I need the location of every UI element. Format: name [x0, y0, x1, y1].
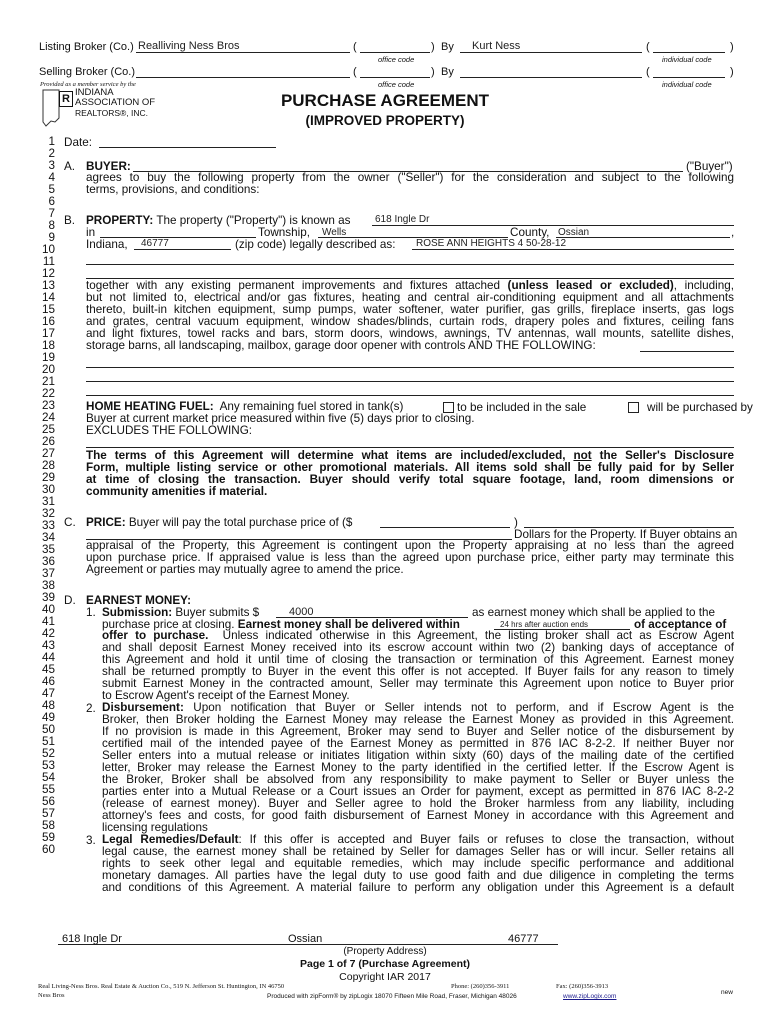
property-text: The property ("Property") is known as	[156, 214, 351, 227]
price-text: Buyer will pay the total purchase price of ($	[128, 516, 353, 529]
fuel-purchased-checkbox[interactable]	[628, 402, 639, 413]
date-field[interactable]	[99, 147, 276, 148]
property-address-field[interactable]: 618 Ingle Dr	[375, 214, 430, 225]
line-number: 27	[41, 447, 55, 460]
line-number: 52	[41, 747, 55, 760]
line-39: Unless indicated otherwise in this Agreement, the listing broker shall act as Escrow Agent	[222, 629, 734, 642]
earnest-delivery-field[interactable]: 24 hrs after auction ends	[500, 620, 589, 629]
price-paren: )	[514, 516, 518, 529]
line-12b: (unless leased or excluded)	[507, 279, 674, 292]
section-c-label: C.	[64, 516, 76, 529]
line-number: 48	[41, 699, 55, 712]
line-56: : If this offer is accepted and Buyer fails or refuses to close the transaction, without	[238, 833, 734, 846]
county-field[interactable]: Ossian	[558, 227, 590, 238]
line-15: and grates, central vacuum equipment, window shades/blinds, curtain rods, drapery poles and fixtures, ceiling fans	[86, 315, 734, 328]
line-12c: , including,	[673, 279, 734, 292]
line-38a: purchase price at closing.	[102, 618, 235, 631]
line-number: 46	[41, 675, 55, 688]
line-number: 38	[41, 579, 55, 592]
line-38b: of acceptance of	[634, 618, 727, 631]
line-60: and conditions of this Agreement. A material failure to perform any obligation under this Agreement is a default	[102, 881, 734, 894]
line-39-bold: offer to purchase.	[102, 629, 209, 642]
line-44: to Escrow Agent's receipt of the Earnest Money.	[102, 689, 350, 702]
price-label: PRICE:	[86, 516, 126, 529]
line-number: 28	[41, 459, 55, 472]
following-field[interactable]	[640, 351, 734, 352]
individual-code-label-2: individual code	[662, 80, 712, 89]
form-name: new	[721, 989, 733, 996]
line-number: 18	[41, 339, 55, 352]
line-21a: Any remaining fuel stored in tank(s)	[219, 400, 404, 413]
line-number: 26	[41, 435, 55, 448]
line-number: 37	[41, 567, 55, 580]
line-number: 25	[41, 423, 55, 436]
line-number: 36	[41, 555, 55, 568]
listing-broker-label: Listing Broker (Co.)	[39, 41, 134, 53]
line-number: 43	[41, 639, 55, 652]
ziplogix-link[interactable]: www.zipLogix.com	[563, 993, 617, 1000]
section-b-label: B.	[64, 214, 76, 227]
line-number: 51	[41, 735, 55, 748]
listing-broker-field[interactable]: Realliving Ness Bros	[138, 40, 240, 52]
line-number: 24	[41, 411, 55, 424]
price-field[interactable]	[380, 527, 510, 528]
line-32: appraisal of the Property, this Agreement is contingent upon the Property appraising at no less than the agreed	[86, 539, 734, 552]
line-number: 30	[41, 483, 55, 496]
by-label: By	[441, 41, 454, 53]
item-3-num: 3.	[86, 834, 96, 847]
excludes-field[interactable]	[86, 447, 734, 448]
line-21c: will be purchased by	[647, 401, 753, 414]
heating-fuel-label: HOME HEATING FUEL:	[86, 400, 214, 413]
line-number: 2	[48, 147, 55, 160]
logo-line1: INDIANA	[75, 87, 114, 98]
selling-broker-label: Selling Broker (Co.)	[39, 66, 135, 78]
line-number: 39	[41, 591, 55, 604]
line-40: and shall deposit Earnest Money received into its escrow account within two (2) banking days of acceptance of	[102, 641, 734, 654]
line-number: 1	[48, 135, 55, 148]
page-number: Page 1 of 7 (Purchase Agreement)	[300, 958, 470, 970]
line-46: Broker, then Broker holding the Earnest Money may release the Earnest Money as provided in this Agreement.	[102, 713, 734, 726]
line-48: certified mail of the intended payee of the Earnest Money as permitted in 876 IAC 8-2-2. If neither Buyer nor	[102, 737, 734, 750]
logo-tagline: Provided as a member service by the	[40, 81, 136, 88]
line-17: storage barns, all landscaping, mailbox, garage door opener with controls AND THE FOLLOWING:	[86, 339, 596, 352]
produced-by: Produced with zipForm® by zipLogix 18070 Fifteen Mile Road, Fraser, Michigan 48026	[267, 993, 517, 1000]
line-54: attorney's fees and costs, for good faith disbursement of Earnest Money in accordance with this Agreement and	[102, 809, 734, 822]
office-code-label-2: office code	[378, 80, 415, 89]
logo-line3: REALTORS®, INC.	[75, 108, 149, 118]
line-number: 31	[41, 495, 55, 508]
line-14: thereto, built-in kitchen equipment, sump pumps, water softener, water purifier, gas grills, fireplace inserts, gas logs	[86, 303, 734, 316]
line-number: 34	[41, 531, 55, 544]
line-number: 55	[41, 783, 55, 796]
office-code-label: office code	[378, 55, 415, 64]
line-number: 42	[41, 627, 55, 640]
line-number: 5	[48, 183, 55, 196]
page-title: PURCHASE AGREEMENT	[280, 91, 490, 110]
line-58: rights to seek other legal and equitable remedies, which may include specific performance and additional	[102, 857, 734, 870]
line-26: Form, multiple listing service or other promotional materials. All items sold shall be fully paid for by Seller	[86, 461, 734, 474]
line-50: letter, Broker may release the Earnest Money to the party identified in the certified letter. If the Escrow Agent is	[102, 761, 734, 774]
line-number: 7	[48, 207, 55, 220]
line-number: 4	[48, 171, 55, 184]
footer-address-zip: 46777	[508, 933, 539, 945]
line-22: Buyer at current market price measured within five (5) days prior to closing.	[86, 412, 475, 425]
line-33: upon purchase price. If appraised value is less than the agreed upon purchase price, either party may terminate this	[86, 551, 734, 564]
line-number: 56	[41, 795, 55, 808]
section-d-label: D.	[64, 594, 76, 607]
line-41: this Agreement and hold it until time of closing the transaction or termination of this Agreement. Earnest money	[102, 653, 734, 666]
realtor-r-icon: R	[59, 91, 73, 107]
line-number: 45	[41, 663, 55, 676]
individual-code-label: individual code	[662, 55, 712, 64]
page-subtitle: (IMPROVED PROPERTY)	[305, 113, 465, 128]
line-number: 8	[48, 219, 55, 232]
line-53: (release of earnest money). Buyer and Seller agree to hold the Broker harmless from any liability, including	[102, 797, 734, 810]
line-37b: as earnest money which shall be applied to the	[472, 606, 715, 619]
line-number: 15	[41, 303, 55, 316]
line-number: 50	[41, 723, 55, 736]
county-label: County,	[510, 226, 550, 239]
line-4: agrees to buy the following property from the owner ("Seller") for the consideration and subject to the following	[86, 171, 734, 184]
line-number: 32	[41, 507, 55, 520]
indiana-label: Indiana,	[86, 238, 128, 251]
company-line: Real Living-Ness Bros. Real Estate & Auction Co., 519 N. Jefferson St. Huntington, IN 46750	[38, 983, 285, 990]
line-number: 14	[41, 291, 55, 304]
line-number: 57	[41, 807, 55, 820]
line-number: 21	[41, 375, 55, 388]
logo-line2: ASSOCIATION OF	[75, 97, 156, 108]
listing-agent-field[interactable]: Kurt Ness	[472, 40, 521, 52]
line-number: 13	[41, 279, 55, 292]
line-31: Dollars for the Property. If Buyer obtains an	[514, 528, 738, 541]
line-43: submit Earnest Money in the contracted amount, Seller may terminate this Agreement upon notice to Buyer prior	[102, 677, 734, 690]
line-number: 58	[41, 819, 55, 832]
line-34: Agreement or parties may mutually agree to amend the price.	[86, 563, 404, 576]
zip-field[interactable]: 46777	[141, 238, 169, 249]
line-number: 12	[41, 267, 55, 280]
buyer-suffix: ("Buyer")	[686, 160, 733, 173]
line-number: 20	[41, 363, 55, 376]
line-number: 3	[48, 159, 55, 172]
line-number: 33	[41, 519, 55, 532]
line-5: terms, provisions, and conditions:	[86, 183, 260, 196]
line-21b: to be included in the sale	[457, 401, 587, 414]
property-label: PROPERTY:	[86, 214, 154, 227]
earnest-money-heading: EARNEST MONEY:	[86, 594, 191, 607]
line-number: 10	[41, 243, 55, 256]
footer-address-city: Ossian	[288, 933, 323, 945]
line-38-bold: Earnest money shall be delivered within	[237, 618, 460, 631]
line-19-field[interactable]	[86, 381, 734, 382]
line-52: parties enter into a Mutual Release or a Court issues an Order for payment, except as permitted in 876 IAC 8-2-2	[102, 785, 734, 798]
line-27: at time of closing the transaction. Buyer should verify total square footage, land, room dimensions or	[86, 473, 734, 486]
line-number: 29	[41, 471, 55, 484]
line-20-field[interactable]	[86, 395, 734, 396]
line-number: 35	[41, 543, 55, 556]
footer-address-label: (Property Address)	[343, 946, 427, 957]
buyer-label: BUYER:	[86, 160, 131, 173]
item-2-num: 2.	[86, 702, 96, 715]
line-number: 40	[41, 603, 55, 616]
copyright: Copyright IAR 2017	[339, 971, 431, 983]
section-a-label: A.	[64, 160, 76, 173]
line-number: 22	[41, 387, 55, 400]
line-59: monetary damages. All parties have the legal duty to use good faith and due diligence in completing the terms	[102, 869, 734, 882]
line-51: the Broker, Broker shall be absolved from any responsibility to make payment to Seller or Buyer unless the	[102, 773, 734, 786]
line-13: but not limited to, electrical and/or gas fixtures, heating and central air-conditioning equipment and all attachments	[86, 291, 734, 304]
line-number: 44	[41, 651, 55, 664]
line-42: shall be returned promptly to Buyer in the event this offer is not accepted. If Buyer fails for any reason to timely	[102, 665, 734, 678]
line-number: 47	[41, 687, 55, 700]
line-57: legal cause, the earnest money shall be retained by Seller for damages Seller has or will incur. Seller retains all	[102, 845, 734, 858]
line-10-field[interactable]	[86, 264, 734, 265]
line-25-not: not	[573, 449, 592, 462]
line-18-field[interactable]	[86, 367, 734, 368]
legal-remedies-label: Legal Remedies/Default	[102, 833, 239, 846]
line-23: EXCLUDES THE FOLLOWING:	[86, 424, 253, 437]
line-16: and light fixtures, towel racks and bars, storm doors, windows, awnings, TV antennas, wall mounts, satellite dishes,	[86, 327, 734, 340]
company-short: Ness Bros	[38, 992, 65, 999]
line-37a: Buyer submits $	[175, 606, 260, 619]
line-number: 17	[41, 327, 55, 340]
footer-address-street: 618 Ingle Dr	[62, 933, 122, 945]
line-49: Seller enters into a mutual release or initiates litigation within sixty (60) days of the mailing date of the certified	[102, 749, 734, 762]
company-phone: Phone: (260)356-3911	[451, 983, 510, 990]
line-number: 59	[41, 831, 55, 844]
township-label: Township,	[258, 226, 310, 239]
date-label: Date:	[64, 136, 92, 149]
disbursement-label: Disbursement:	[102, 701, 184, 714]
line-25a: The terms of this Agreement will determine what items are included/excluded,	[86, 449, 566, 462]
line-number: 53	[41, 759, 55, 772]
line-45: Upon notification that Buyer or Seller intends not to perform, and if Escrow Agent is the	[193, 701, 735, 714]
line-number: 60	[41, 843, 55, 856]
line-55: licensing regulations	[102, 821, 208, 834]
legal-description-field[interactable]: ROSE ANN HEIGHTS 4 50-28-12	[416, 238, 567, 249]
earnest-money-field[interactable]: 4000	[289, 606, 314, 618]
township-field[interactable]: Wells	[322, 227, 347, 238]
line-number: 49	[41, 711, 55, 724]
zip-label: (zip code) legally described as:	[235, 238, 396, 251]
line-number: 41	[41, 615, 55, 628]
line-25b: the Seller's Disclosure	[599, 449, 734, 462]
item-1-num: 1.	[86, 606, 96, 619]
line-number: 23	[41, 399, 55, 412]
line-number: 11	[42, 255, 55, 268]
in-label: in	[86, 226, 96, 239]
line-number: 6	[48, 195, 55, 208]
line-number: 9	[48, 231, 55, 244]
line-number: 54	[41, 771, 55, 784]
submission-label: Submission:	[102, 606, 173, 619]
line-number: 19	[41, 351, 55, 364]
company-fax: Fax: (260)356-3913	[556, 983, 609, 990]
line-number: 16	[41, 315, 55, 328]
by-label-2: By	[441, 66, 454, 78]
line-28: community amenities if material.	[86, 485, 268, 498]
line-12a: together with any existing permanent improvements and fixtures attached	[86, 279, 500, 292]
line-47: If no provision is made in this Agreement, Broker may send to Buyer and Seller notice of the disbursement by	[102, 725, 734, 738]
